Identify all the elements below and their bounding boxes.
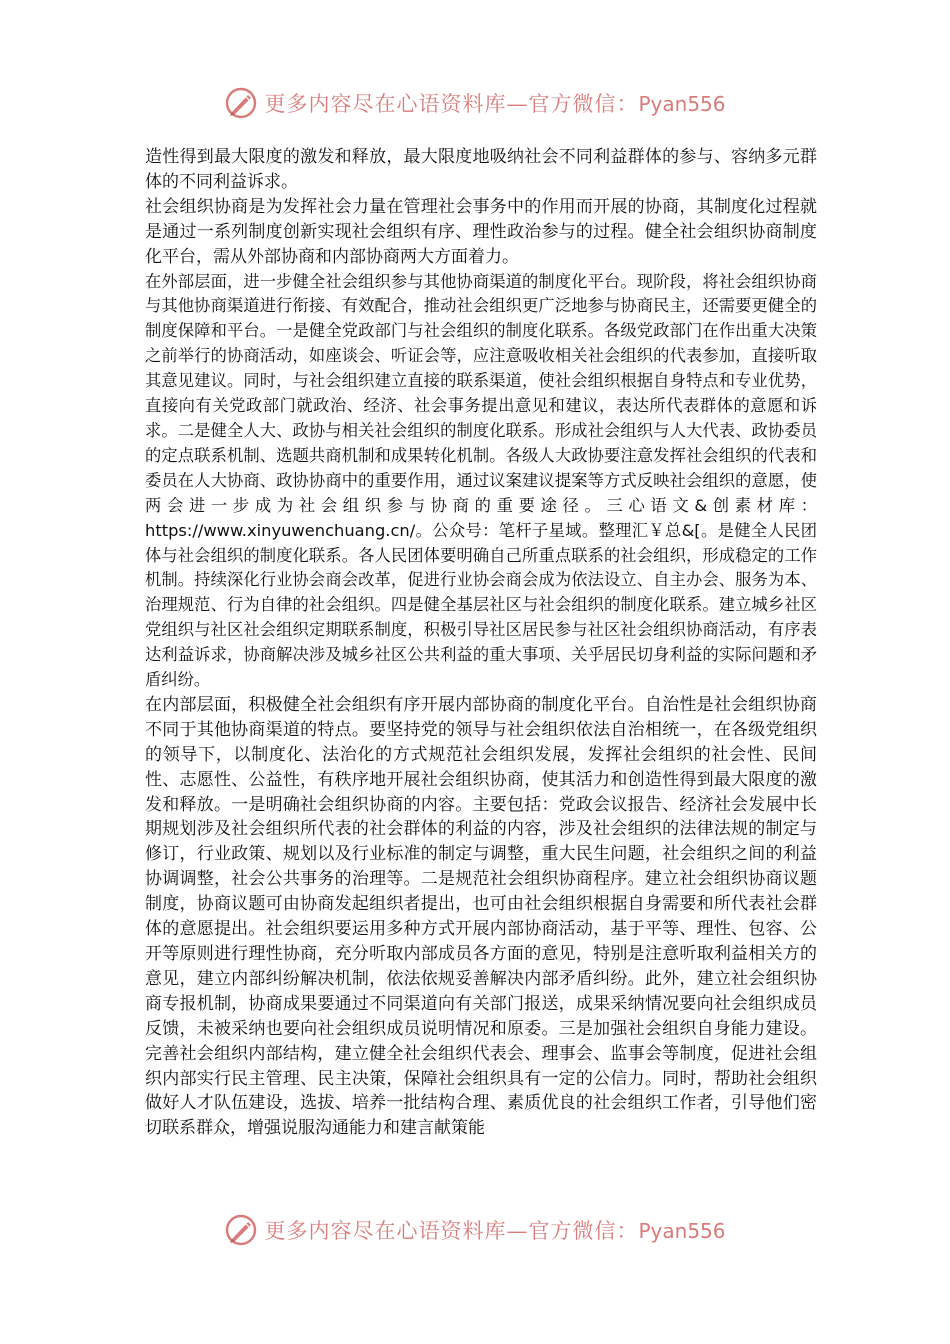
watermark-text: 更多内容尽在心语资料库—官方微信：Pyan556: [264, 1219, 726, 1243]
watermark-text: 更多内容尽在心语资料库—官方微信：Pyan556: [264, 92, 726, 116]
document-body: [145, 145, 817, 1141]
pen-logo-icon: [224, 1213, 258, 1247]
paragraph: 在外部层面，进一步健全社会组织参与其他协商渠道的制度化平台。现阶段，将社会组织协商与其他协商渠道进行衔接、有效配合，推动社会组织更广泛地参与协商民主，还需要更健全的制度保障和平台。一是健全党政部门与社会组织的制度化联系。各级党政部门在作出重大决策之前举行的协商活动，如座谈会、听证会等，应注意吸收相关社会组织的代表参加，直接听取其意见建议。同时，与社会组织建立直接的联系渠道，使社会组织根据自身特点和专业优势，直接向有关党政部门就政治、经济、社会事务提出意见和建议，表达所代表群体的意愿和诉求。二是健全人大、政协与相关社会组织的制度化联系。形成社会组织与人大代表、政协委员的定点联系机制、选题共商机制和成果转化机制。各级人大政协要注意发挥社会组织的代表和委员在人大协商、政协协商中的重要作用，通过议案建议提案等方式反映社会组织的意愿，使两会进一步成为社会组织参与协商的重要途径。三心语文&创素材库：https://www.xinyuwenchuang.cn/。公众号：笔杆子星域。整理汇￥总&[。是健全人民团体与社会组织的制度化联系。各人民团体要明确自己所重点联系的社会组织，形成稳定的工作机制。持续深化行业协会商会改革，促进行业协会商会成为依法设立、自主办会、服务为本、治理规范、行为自律的社会组织。四是健全基层社区与社会组织的制度化联系。建立城乡社区党组织与社区社会组织定期联系制度，积极引导社区居民参与社区社会组织协商活动，有序表达利益诉求，协商解决涉及城乡社区公共利益的重大事项、关乎居民切身利益的实际问题和矛盾纠纷。: [145, 271, 817, 690]
pen-logo-icon: [224, 86, 258, 120]
header-watermark: [0, 82, 950, 124]
footer-watermark: [0, 1209, 950, 1251]
paragraph: 造性得到最大限度的激发和释放，最大限度地吸纳社会不同利益群体的参与、容纳多元群体的不同利益诉求。: [145, 147, 817, 192]
paragraph: 社会组织协商是为发挥社会力量在管理社会事务中的作用而开展的协商，其制度化过程就是通过一系列制度创新实现社会组织有序、理性政治参与的过程。健全社会组织协商制度化平台，需从外部协商和内部协商两大方面着力。: [145, 196, 817, 267]
paragraph: 在内部层面，积极健全社会组织有序开展内部协商的制度化平台。自治性是社会组织协商不同于其他协商渠道的特点。要坚持党的领导与社会组织依法自治相统一，在各级党组织的领导下，以制度化、法治化的方式规范社会组织发展，发挥社会组织的社会性、民间性、志愿性、公益性，有秩序地开展社会组织协商，使其活力和创造性得到最大限度的激发和释放。一是明确社会组织协商的内容。主要包括：党政会议报告、经济社会发展中长期规划涉及社会组织所代表的社会群体的利益的内容，涉及社会组织的法律法规的制定与修订，行业政策、规划以及行业标准的制定与调整，重大民生问题，社会组织之间的利益协调调整，社会公共事务的治理等。二是规范社会组织协商程序。建立社会组织协商议题制度，协商议题可由协商发起组织者提出，也可由社会组织根据自身需要和所代表社会群体的意愿提出。社会组织要运用多种方式开展内部协商活动，基于平等、理性、包容、公开等原则进行理性协商，充分听取内部成员各方面的意见，特别是注意听取利益相关方的意见，建立内部纠纷解决机制，依法依规妥善解决内部矛盾纠纷。此外，建立社会组织协商专报机制，协商成果要通过不同渠道向有关部门报送，成果采纳情况要向社会组织成员反馈，未被采纳也要向社会组织成员说明情况和原委。三是加强社会组织自身能力建设。完善社会组织内部结构，建立健全社会组织代表会、理事会、监事会等制度，促进社会组织内部实行民主管理、民主决策，保障社会组织具有一定的公信力。同时，帮助社会组织做好人才队伍建设，选拔、培养一批结构合理、素质优良的社会组织工作者，引导他们密切联系群众，增强说服沟通能力和建言献策能: [145, 694, 817, 1139]
